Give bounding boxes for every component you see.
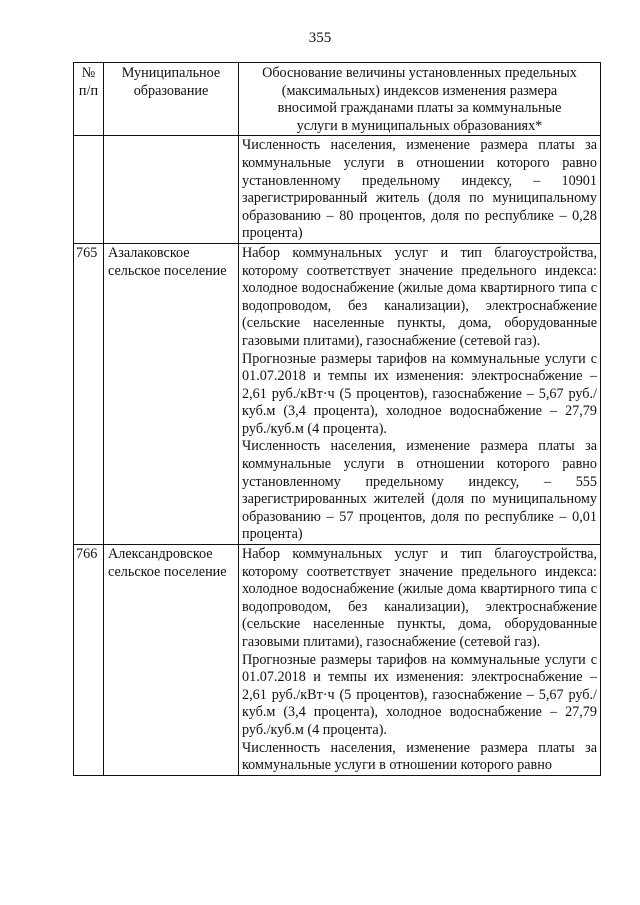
reason-paragraph: Прогнозные размеры тарифов на коммунальные услуги с 01.07.2018 и темпы их изменения: электроснабжение – 2,61 руб./кВт·ч (5 процентов), газоснабжение – 5,67 руб./куб.м (3,4 процента), холодное водоснабжение – 27,79 руб./куб.м (4 процента). bbox=[242, 651, 597, 738]
table-header-row bbox=[74, 63, 601, 136]
header-reason-line: вносимой гражданами платы за коммунальные bbox=[277, 100, 562, 117]
row-number bbox=[74, 136, 104, 244]
row-reason bbox=[239, 136, 601, 244]
reason-paragraph: Численность населения, изменение размера платы за коммунальные услуги в отношении которого равно установленному предельному индексу, – 10901 зарегистрированный житель (доля по муниципальному образованию – 80 процентов, доля по республике – 0,28 процента) bbox=[242, 137, 597, 242]
header-number bbox=[74, 63, 104, 136]
header-number-line: № bbox=[81, 65, 96, 81]
header-reason-line: услуги в муниципальных образованиях* bbox=[296, 117, 543, 134]
reason-paragraph: Численность населения, изменение размера платы за коммунальные услуги в отношении которого равно bbox=[242, 739, 597, 774]
row-reason bbox=[239, 545, 601, 776]
row-municipality: Азалаковское сельское поселение bbox=[104, 243, 239, 544]
header-number-line: п/п bbox=[78, 82, 99, 99]
header-reason bbox=[239, 63, 601, 136]
reason-paragraph: Набор коммунальных услуг и тип благоустройства, которому соответствует значение предельного индекса: холодное водоснабжение (жилые дома квартирного типа с водопроводом, без канализации), электроснабжение (сельские населенные пункты, дома, оборудованные газовыми плитами), газоснабжение (сетевой газ). bbox=[242, 244, 597, 349]
table-row bbox=[74, 545, 601, 776]
header-municipality-line: образование bbox=[133, 82, 209, 99]
row-number: 766 bbox=[74, 545, 104, 776]
table-row bbox=[74, 136, 601, 244]
header-municipality-line: Муниципальное bbox=[121, 65, 221, 81]
row-municipality: Александровское сельское поселение bbox=[104, 545, 239, 776]
header-municipality bbox=[104, 63, 239, 136]
page-number: 355 bbox=[308, 30, 332, 46]
table-row bbox=[74, 243, 601, 544]
reason-paragraph: Набор коммунальных услуг и тип благоустройства, которому соответствует значение предельного индекса: холодное водоснабжение (жилые дома квартирного типа с водопроводом, без канализации), электроснабжение (сельские населенные пункты, дома, оборудованные газовыми плитами), газоснабжение (сетевой газ). bbox=[242, 546, 597, 650]
header-reason-line: Обоснование величины установленных предельных bbox=[262, 65, 577, 81]
row-number: 765 bbox=[74, 243, 104, 544]
tariff-table bbox=[73, 62, 601, 776]
header-reason-line: (максимальных) индексов изменения размера bbox=[281, 82, 558, 99]
row-municipality bbox=[104, 136, 239, 244]
row-reason bbox=[239, 243, 601, 544]
reason-paragraph: Численность населения, изменение размера платы за коммунальные услуги в отношении которого равно установленному предельному индексу, – 555 зарегистрированных жителей (доля по муниципальному образованию – 57 процентов, доля по республике – 0,01 процента) bbox=[242, 438, 597, 543]
reason-paragraph: Прогнозные размеры тарифов на коммунальные услуги с 01.07.2018 и темпы их изменения: электроснабжение – 2,61 руб./кВт·ч (5 процентов), газоснабжение – 5,67 руб./куб.м (3,4 процента), холодное водоснабжение – 27,79 руб./куб.м (4 процента). bbox=[242, 350, 597, 437]
